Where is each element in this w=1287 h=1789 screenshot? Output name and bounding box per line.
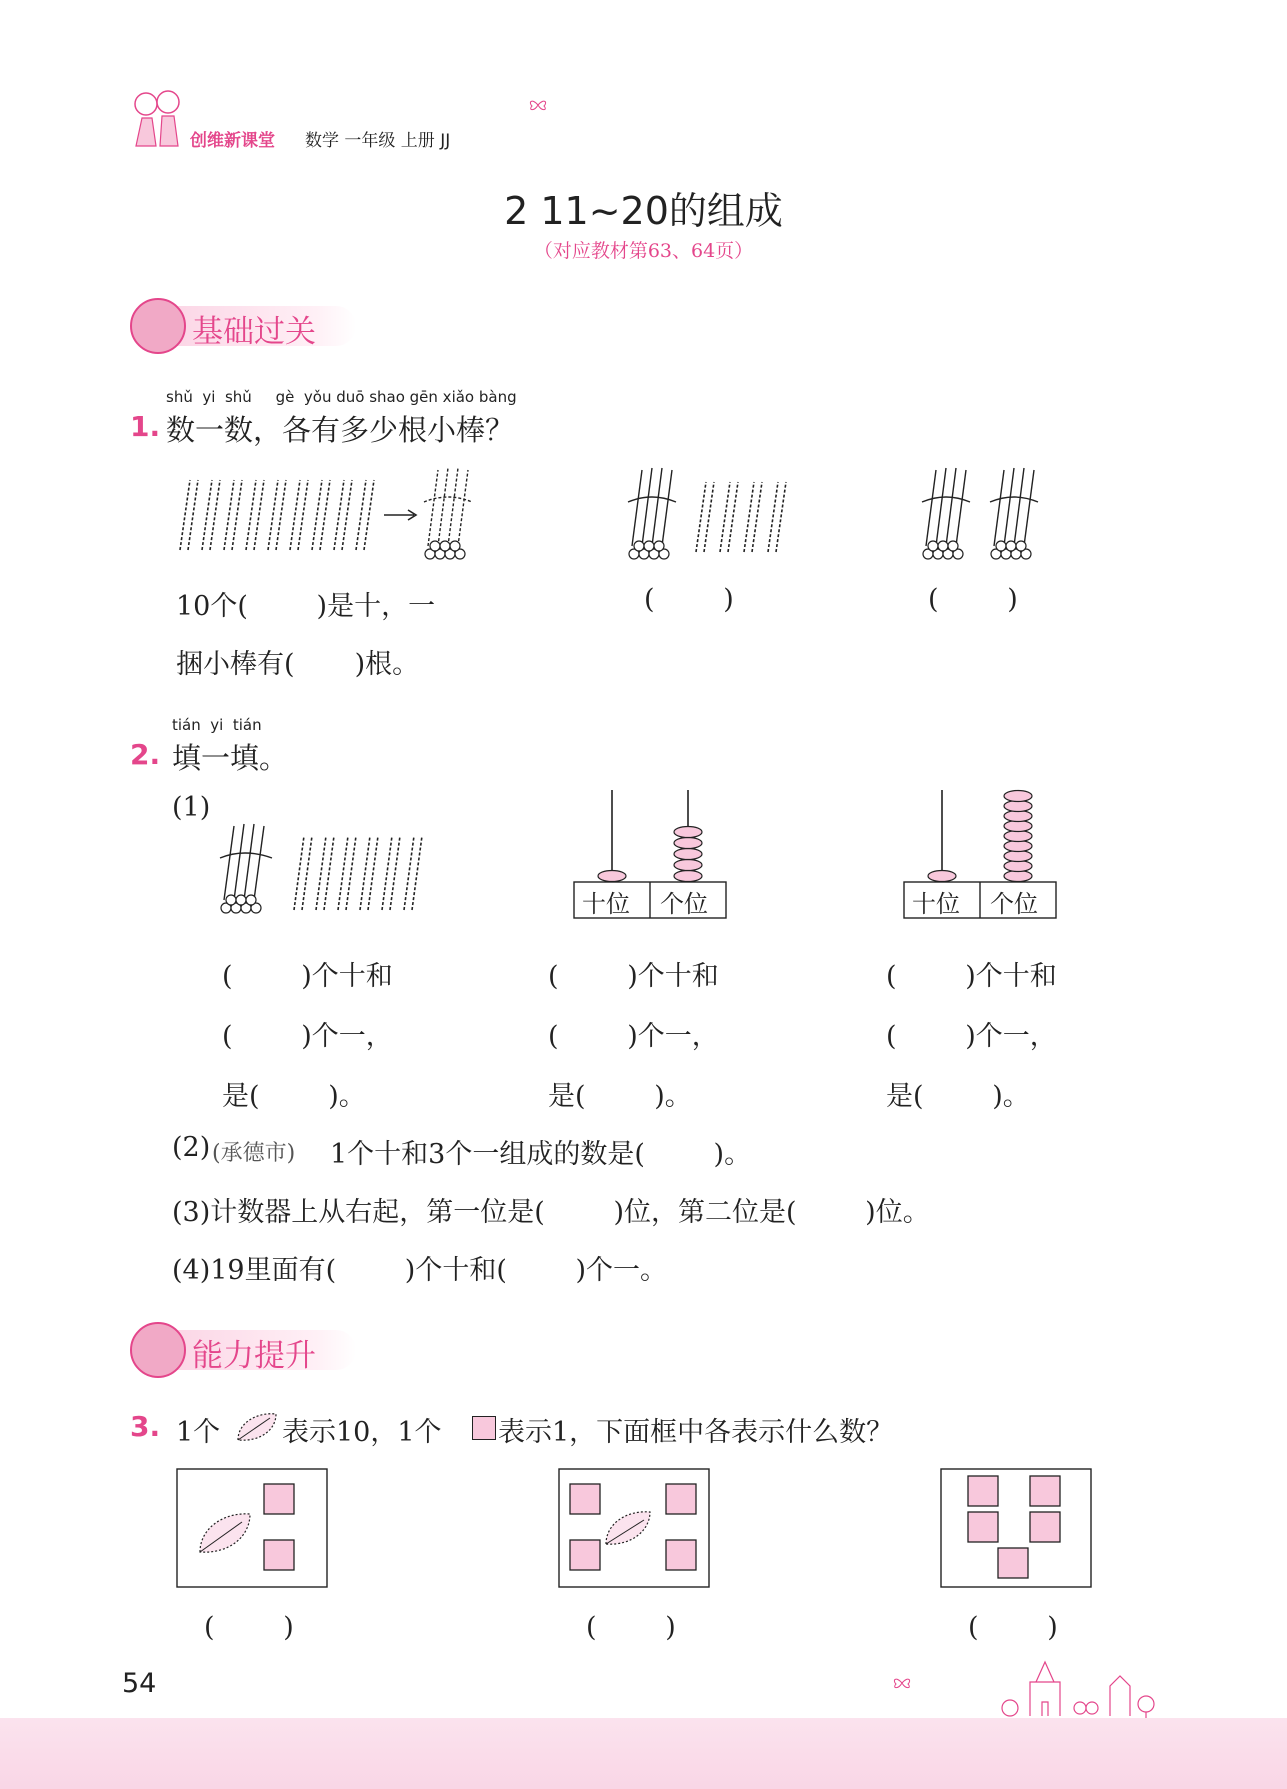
q3-number: 3. [130,1410,161,1443]
q2-a-result-blank: 是( )。 [222,1081,366,1112]
q1-line2: 捆小棒有( )根。 [176,649,420,680]
stick-bundle-dashed [420,462,476,564]
kid-face-icon [130,1322,186,1378]
q2-a-tens-blank: ( )个十和 [222,961,393,992]
q2-part2-label: (2) [172,1132,211,1163]
header-kids-illustration [128,86,188,150]
abacus1-ones-label: 个位 [660,890,708,918]
page-title: 2 11~20的组成 [504,189,783,233]
q1-question: 数一数，各有多少根小棒？ [166,413,515,447]
q2-b-tens-blank: ( )个十和 [548,961,719,992]
q2-part2-text: 1个十和3个一组成的数是( )。 [330,1139,752,1170]
header-subject: 数学 一年级 上册 JJ [305,131,451,151]
q2-part2-source: (承德市) [212,1141,296,1166]
section-badge-basic [130,298,370,354]
q2-question: 填一填。 [172,741,289,775]
counting-box-b [558,1468,710,1588]
square-icon [472,1416,496,1440]
q1-pinyin: shǔ yi shǔ gè yǒu duō shao gēn xiǎo bàng [166,388,517,406]
q1-answer-b: ( ) [644,584,734,615]
q2-b-ones-blank: ( )个一， [548,1021,719,1052]
q3-answer-b: ( ) [586,1612,676,1643]
page-number: 54 [122,1668,157,1699]
ten-sticks-illustration [168,470,400,560]
q2-c-result-blank: 是( )。 [886,1081,1030,1112]
q3-text-a: 1个 [176,1417,221,1448]
abacus1-tens-label: 十位 [582,890,630,918]
q2-part1-label: (1) [172,792,211,823]
header-brand: 创维新课堂 [190,131,275,151]
footer-band [0,1718,1287,1789]
q2-pinyin: tián yi tián [172,716,262,734]
q2-b-result-blank: 是( )。 [548,1081,692,1112]
q2-number: 2. [130,738,161,771]
q2-part4-text: (4)19里面有( )个十和( )个一。 [172,1255,668,1286]
q3-answer-a: ( ) [204,1612,294,1643]
abacus2-ones-label: 个位 [990,890,1038,918]
bundle-plus-four-sticks [624,462,790,564]
castle-illustration [990,1652,1160,1718]
q2-part3-text: (3)计数器上从右起，第一位是( )位，第二位是( )位。 [172,1197,930,1228]
q3-answer-c: ( ) [968,1612,1058,1643]
counting-box-a [176,1468,328,1588]
bundle-plus-six-sticks [216,822,426,918]
kid-face-icon [130,298,186,354]
counting-box-c [940,1468,1092,1588]
abacus2-tens-label: 十位 [912,890,960,918]
butterfly-icon [892,1676,912,1690]
q1-number: 1. [130,410,161,443]
two-stick-bundles [918,462,1052,564]
q3-text-c: 表示1，下面框中各表示什么数？ [498,1417,894,1448]
q1-line1: 10个( )是十，一 [176,591,436,622]
section-title-advanced: 能力提升 [192,1338,316,1374]
textbook-reference: （对应教材第63、64页） [533,240,754,262]
q1-answer-c: ( ) [928,584,1018,615]
q2-c-ones-blank: ( )个一， [886,1021,1057,1052]
section-badge-advanced [130,1322,370,1378]
q2-a-ones-blank: ( )个一， [222,1021,393,1052]
butterfly-icon [528,98,548,112]
arrow-right-icon [384,508,420,522]
q3-text-b: 表示10，1个 [282,1417,442,1448]
section-title-basic: 基础过关 [192,314,316,350]
leaf-icon [234,1410,280,1444]
q2-c-tens-blank: ( )个十和 [886,961,1057,992]
